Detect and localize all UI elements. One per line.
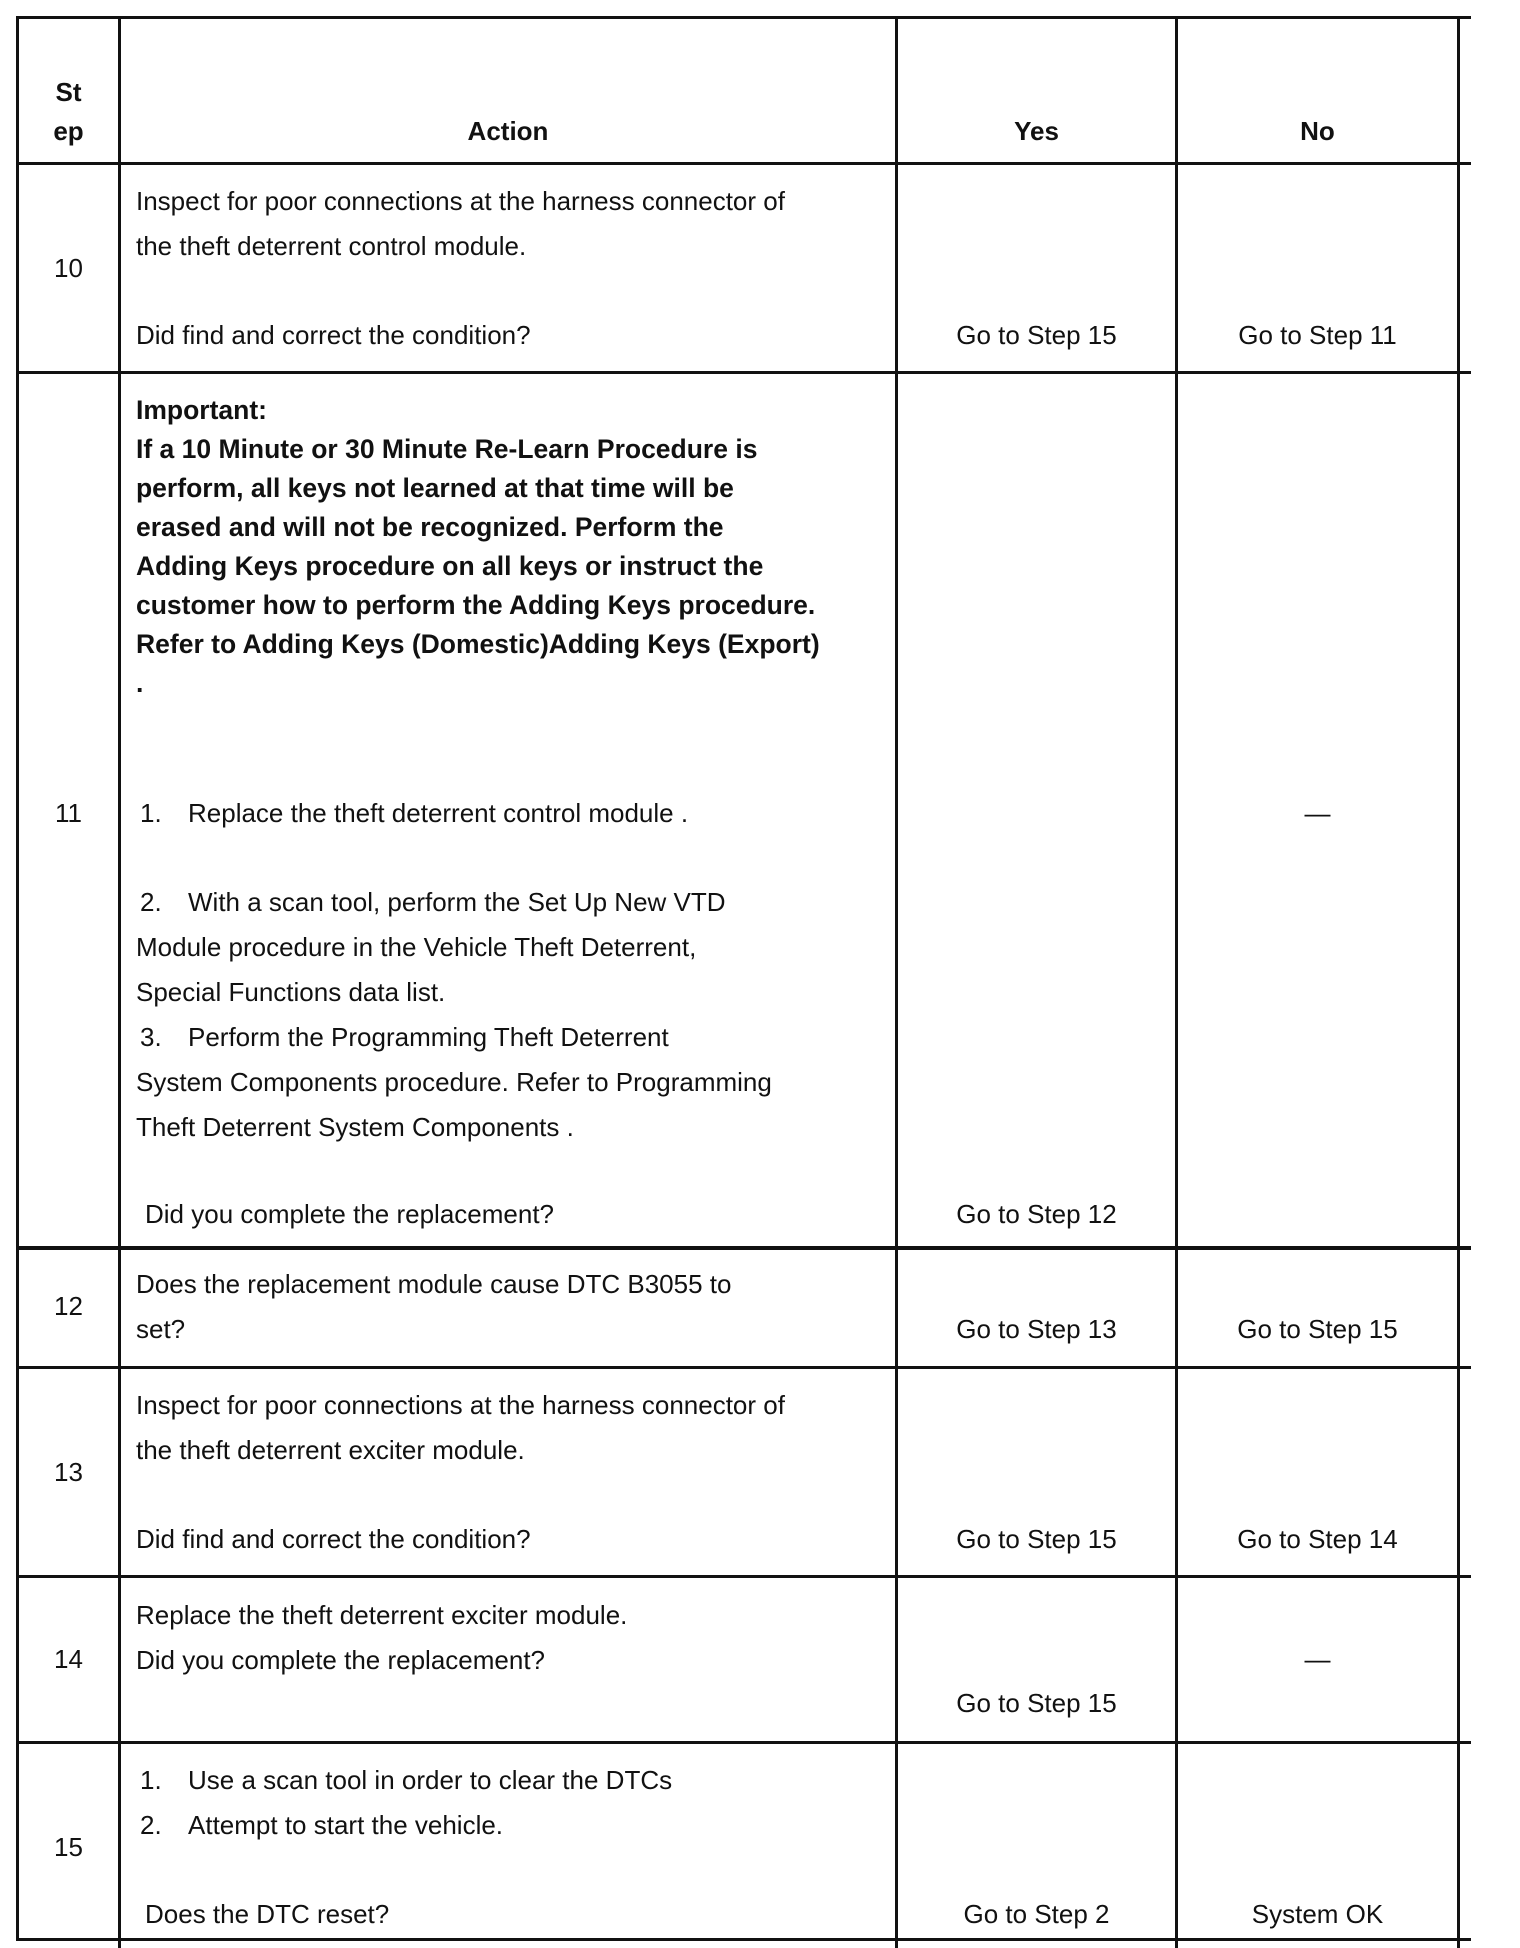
header-divider	[16, 162, 1471, 165]
no-result: —	[1304, 1644, 1331, 1674]
table-border-top	[16, 16, 1471, 19]
important-note: erased and will not be recognized. Perform the	[136, 512, 724, 542]
important-note: perform, all keys not learned at that time will be	[136, 473, 734, 503]
list-item-text: Perform the Programming Theft Deterrent	[188, 1022, 669, 1052]
column-divider	[895, 16, 898, 1948]
list-item-text: Special Functions data list.	[136, 977, 446, 1007]
action-text: Inspect for poor connections at the harness connector of	[136, 1390, 785, 1420]
yes-result: Go to Step 2	[963, 1899, 1110, 1929]
header-yes: Yes	[1014, 116, 1059, 146]
yes-result: Go to Step 15	[956, 320, 1117, 350]
no-result: Go to Step 14	[1237, 1524, 1398, 1554]
list-item-text: With a scan tool, perform the Set Up New VTD	[188, 887, 726, 917]
list-item-text: Replace the theft deterrent control module .	[188, 798, 689, 828]
yes-result: Go to Step 12	[956, 1199, 1117, 1229]
list-item	[140, 791, 688, 836]
step-number: 10	[54, 253, 83, 283]
list-item-number: 3.	[140, 1022, 162, 1052]
list-item-text: System Components procedure. Refer to Programming	[136, 1067, 772, 1097]
list-item-text: Theft Deterrent System Components .	[136, 1112, 574, 1142]
list-item	[140, 1803, 503, 1848]
row-divider	[16, 1246, 1471, 1250]
action-question: Does the DTC reset?	[145, 1899, 390, 1929]
header-no: No	[1300, 116, 1335, 146]
table-border-right	[1457, 16, 1460, 1948]
important-note: .	[136, 668, 144, 698]
action-text: Does the replacement module cause DTC B3055 to	[136, 1269, 732, 1299]
list-item-text: Module procedure in the Vehicle Theft Deterrent,	[136, 932, 697, 962]
list-item-number: 2.	[140, 1810, 162, 1840]
action-question: Did find and correct the condition?	[136, 1524, 531, 1554]
list-item-number: 1.	[140, 1765, 162, 1795]
list-item-number: 2.	[140, 887, 162, 917]
column-divider	[118, 16, 121, 1948]
step-number: 15	[54, 1832, 83, 1862]
action-question: Did find and correct the condition?	[136, 320, 531, 350]
step-number: 11	[55, 798, 82, 828]
table-border-bottom	[16, 1938, 1471, 1941]
list-item-text: Use a scan tool in order to clear the DTCs	[188, 1765, 673, 1795]
step-number: 14	[54, 1644, 83, 1674]
important-note: Refer to Adding Keys (Domestic)Adding Keys (Export)	[136, 629, 820, 659]
action-text: Inspect for poor connections at the harness connector of	[136, 186, 785, 216]
list-item-number: 1.	[140, 798, 162, 828]
yes-result: Go to Step 13	[956, 1314, 1117, 1344]
no-result: Go to Step 11	[1238, 320, 1397, 350]
yes-result: Go to Step 15	[956, 1688, 1117, 1718]
list-item	[140, 880, 726, 925]
row-divider	[16, 1366, 1471, 1369]
no-result: Go to Step 15	[1237, 1314, 1398, 1344]
header-step-line1: St	[55, 77, 82, 107]
no-result: —	[1304, 798, 1331, 828]
action-text: the theft deterrent control module.	[136, 231, 527, 261]
list-item-text: Attempt to start the vehicle.	[188, 1810, 504, 1840]
action-text: the theft deterrent exciter module.	[136, 1435, 525, 1465]
yes-result: Go to Step 15	[956, 1524, 1117, 1554]
row-divider	[16, 371, 1471, 374]
list-item	[140, 1758, 672, 1803]
row-divider	[16, 1575, 1471, 1578]
important-note: Adding Keys procedure on all keys or instruct the	[136, 551, 764, 581]
no-result: System OK	[1251, 1899, 1384, 1929]
important-note: If a 10 Minute or 30 Minute Re-Learn Procedure is	[136, 434, 758, 464]
step-number: 13	[54, 1457, 83, 1487]
action-text: Replace the theft deterrent exciter module.	[136, 1600, 628, 1630]
step-number: 12	[54, 1291, 83, 1321]
action-question: Did you complete the replacement?	[136, 1645, 546, 1675]
row-divider	[16, 1741, 1471, 1744]
header-action: Action	[467, 116, 549, 146]
action-text: set?	[136, 1314, 186, 1344]
header-step-line2: ep	[53, 116, 84, 146]
important-note: customer how to perform the Adding Keys procedure.	[136, 590, 816, 620]
list-item	[140, 1015, 669, 1060]
important-label: Important:	[136, 395, 268, 425]
action-question: Did you complete the replacement?	[145, 1199, 555, 1229]
